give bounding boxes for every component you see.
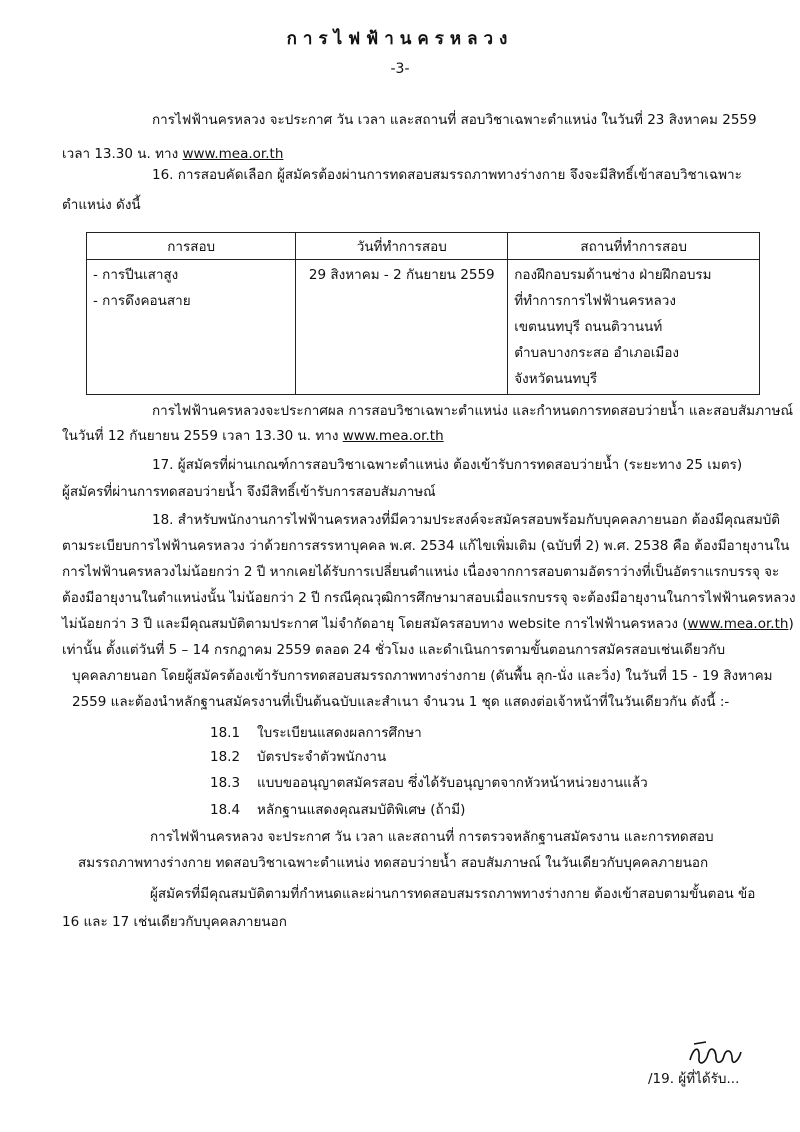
list-item-text: หลักฐานแสดงคุณสมบัติพิเศษ (ถ้ามี) xyxy=(257,802,466,818)
list-item-number: 18.2 xyxy=(210,749,241,765)
item-17-line-1: 17. ผู้สมัครที่ผ่านเกณฑ์การสอบวิชาเฉพาะตำแหน่ง ต้องเข้ารับการทดสอบว่ายน้ำ (ระยะทาง 25 เมตร) xyxy=(152,457,743,473)
item-18-line-5-text: ไม่น้อยกว่า 3 ปี และมีคุณสมบัติตามประกาศ ไม่จำกัดอายุ โดยสมัครสอบทาง website การไฟฟ้านครหลวง ( xyxy=(62,616,688,632)
list-item-text: แบบขออนุญาตสมัครสอบ ซึ่งได้รับอนุญาตจากหัวหน้าหน่วยงานแล้ว xyxy=(257,775,648,791)
exam-item: - การดึงคอนสาย xyxy=(93,293,191,309)
item-16-line-2: ตำแหน่ง ดังนี้ xyxy=(62,197,141,213)
announce-line-2: สมรรถภาพทางร่างกาย ทดสอบวิชาเฉพาะตำแหน่ง ทดสอบว่ายน้ำ สอบสัมภาษณ์ ในวันเดียวกับบุคคลภายนอก xyxy=(78,855,709,871)
exam-item: - การปีนเสาสูง xyxy=(93,267,179,283)
list-item xyxy=(210,801,465,819)
header-date: วันที่ทำการสอบ xyxy=(296,233,508,260)
item-17-line-2: ผู้สมัครที่ผ่านการทดสอบว่ายน้ำ จึงมีสิทธิ์เข้ารับการสอบสัมภาษณ์ xyxy=(62,484,436,500)
item-18-line-8: 2559 และต้องนำหลักฐานสมัครงานที่เป็นต้นฉบับและสำเนา จำนวน 1 ชุด แสดงต่อเจ้าหน้าที่ในวันเดียวกัน ดังนี้ :- xyxy=(72,694,730,710)
intro-line-1: การไฟฟ้านครหลวง จะประกาศ วัน เวลา และสถานที่ สอบวิชาเฉพาะตำแหน่ง ในวันที่ 23 สิงหาคม 2559 xyxy=(152,112,757,128)
exam-cell xyxy=(87,260,296,395)
intro-line-2-text: เวลา 13.30 น. ทาง xyxy=(62,146,179,162)
mea-website-link[interactable]: www.mea.or.th xyxy=(687,616,789,632)
header-exam: การสอบ xyxy=(87,233,296,260)
result-line-2 xyxy=(62,427,444,445)
item-18-line-2: ตามระเบียบการไฟฟ้านครหลวง ว่าด้วยการสรรหาบุคคล พ.ศ. 2534 แก้ไขเพิ่มเติม (ฉบับที่ 2) พ.ศ. 2538 คือ ต้องมีอายุงานใน xyxy=(62,538,790,554)
exam-schedule-table xyxy=(86,232,760,395)
list-item xyxy=(210,748,386,766)
table-row xyxy=(87,260,760,395)
result-line-2-text: ในวันที่ 12 กันยายน 2559 เวลา 13.30 น. ทาง xyxy=(62,428,339,444)
item-18-line-6: เท่านั้น ตั้งแต่วันที่ 5 – 14 กรกฎาคม 2559 ตลอด 24 ชั่วโมง และดำเนินการตามขั้นตอนการสมัครสอบเช่นเดียวกับ xyxy=(62,642,726,658)
announce-line-1: การไฟฟ้านครหลวง จะประกาศ วัน เวลา และสถานที่ การตรวจหลักฐานสมัครงาน และการทดสอบ xyxy=(150,829,714,845)
item-18-line-5 xyxy=(62,615,794,633)
page-number: -3- xyxy=(390,61,410,77)
list-item-text: ใบระเบียนแสดงผลการศึกษา xyxy=(257,725,422,741)
item-18-line-1: 18. สำหรับพนักงานการไฟฟ้านครหลวงที่มีความประสงค์จะสมัครสอบพร้อมกับบุคคลภายนอก ต้องมีคุณสมบัติ xyxy=(152,512,781,528)
list-item xyxy=(210,774,648,792)
list-item-text: บัตรประจำตัวพนักงาน xyxy=(257,749,387,765)
location-line: จังหวัดนนทบุรี xyxy=(514,371,598,387)
mea-website-link[interactable]: www.mea.or.th xyxy=(182,146,284,162)
location-line: ตำบลบางกระสอ อำเภอเมือง xyxy=(514,345,680,361)
list-item xyxy=(210,724,422,742)
list-item-number: 18.1 xyxy=(210,725,241,741)
location-line: เขตนนทบุรี ถนนติวานนท์ xyxy=(514,319,663,335)
result-line-1: การไฟฟ้านครหลวงจะประกาศผล การสอบวิชาเฉพาะตำแหน่ง และกำหนดการทดสอบว่ายน้ำ และสอบสัมภาษณ์ xyxy=(152,403,794,419)
item-16-line-1: 16. การสอบคัดเลือก ผู้สมัครต้องผ่านการทดสอบสมรรถภาพทางร่างกาย จึงจะมีสิทธิ์เข้าสอบวิชาเฉพาะ xyxy=(152,167,742,183)
header-location: สถานที่ทำการสอบ xyxy=(508,233,760,260)
item-18-line-3: การไฟฟ้านครหลวงไม่น้อยกว่า 2 ปี หากเคยได้รับการเปลี่ยนตำแหน่ง เนื่องจากการสอบตามอัตราว่างที่เป็นอัตราแรกบรรจุ จะ xyxy=(62,564,780,580)
list-item-number: 18.3 xyxy=(210,775,241,791)
exam-date: 29 สิงหาคม - 2 กันยายน 2559 xyxy=(308,267,495,283)
location-line: กองฝึกอบรมด้านช่าง ฝ่ายฝึกอบรม xyxy=(514,267,712,283)
continuation-note: /19. ผู้ที่ได้รับ... xyxy=(648,1071,740,1087)
location-cell xyxy=(508,260,760,395)
signature-initials xyxy=(686,1038,744,1072)
announce-line-3: ผู้สมัครที่มีคุณสมบัติตามที่กำหนดและผ่านการทดสอบสมรรถภาพทางร่างกาย ต้องเข้าสอบตามขั้นตอน ข้อ xyxy=(150,886,756,902)
item-18-line-7: บุคคลภายนอก โดยผู้สมัครต้องเข้ารับการทดสอบสมรรถภาพทางร่างกาย (ดันพื้น ลุก-นั่ง และวิ่ง) ในวันที่ 15 - 19 สิงหาคม xyxy=(72,668,773,684)
intro-line-2 xyxy=(62,145,283,163)
list-item-number: 18.4 xyxy=(210,802,241,818)
announce-line-4: 16 และ 17 เช่นเดียวกับบุคคลภายนอก xyxy=(62,914,287,930)
document-title: การไฟฟ้านครหลวง xyxy=(286,29,514,49)
item-18-line-4: ต้องมีอายุงานในตำแหน่งนั้น ไม่น้อยกว่า 2 ปี กรณีคุณวุฒิการศึกษามาสอบเมื่อแรกบรรจุ จะต้องมีอายุงานในการไฟฟ้านครหลวง xyxy=(62,590,796,606)
location-line: ที่ทำการการไฟฟ้านครหลวง xyxy=(514,293,676,309)
date-cell xyxy=(296,260,508,395)
mea-website-link[interactable]: www.mea.or.th xyxy=(342,428,444,444)
item-18-line-5-close: ) xyxy=(788,616,794,632)
table-header-row xyxy=(87,233,760,260)
